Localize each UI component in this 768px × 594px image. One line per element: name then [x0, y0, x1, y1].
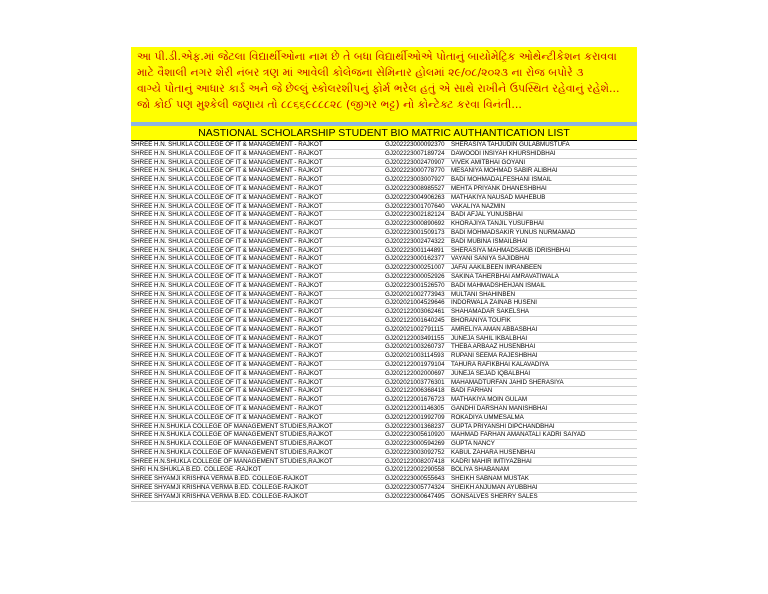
- student-name-cell: SHEIKH SABNAM MUSTAK: [451, 475, 529, 483]
- student-name-cell: INDORWALA ZAINAB HUSENI: [451, 299, 537, 307]
- table-row: [131, 343, 637, 352]
- college-cell: SHREE H.N. SHUKLA COLLEGE OF IT & MANAGEMENT - RAJKOT: [131, 413, 323, 421]
- college-cell: SHREE H.N. SHUKLA COLLEGE OF IT & MANAGEMENT - RAJKOT: [131, 308, 323, 316]
- application-id-cell: GJ202223005774324: [385, 484, 445, 492]
- student-name-cell: BADI FARHAN: [451, 387, 493, 395]
- application-id-cell: GJ202223001509173: [385, 228, 445, 236]
- student-name-cell: KADRI MAHIR IMTIYAZBHAI: [451, 457, 532, 465]
- application-id-cell: GJ202122001676723: [385, 396, 445, 404]
- table-row: [131, 423, 637, 432]
- table-row: [131, 299, 637, 308]
- table-row: [131, 220, 637, 229]
- college-cell: SHREE H.N. SHUKLA COLLEGE OF IT & MANAGEMENT - RAJKOT: [131, 352, 323, 360]
- application-id-cell: GJ202021003776301: [385, 378, 445, 386]
- college-cell: SHREE H.N. SHUKLA COLLEGE OF IT & MANAGEMENT - RAJKOT: [131, 255, 323, 263]
- table-row: [131, 264, 637, 273]
- application-id-cell: GJ202223000555643: [385, 475, 445, 483]
- college-cell: SHREE SHYAMJI KRISHNA VERMA B.ED. COLLEGE-RAJKOT: [131, 475, 308, 483]
- table-row: [131, 431, 637, 440]
- table-row: [131, 141, 637, 150]
- application-id-cell: GJ202122001146305: [385, 404, 445, 412]
- college-cell: SHREE H.N. SHUKLA COLLEGE OF IT & MANAGEMENT - RAJKOT: [131, 202, 323, 210]
- application-id-cell: GJ202021004529646: [385, 299, 445, 307]
- college-cell: SHREE H.N. SHUKLA COLLEGE OF IT & MANAGEMENT - RAJKOT: [131, 193, 323, 201]
- application-id-cell: GJ202122002000697: [385, 369, 445, 377]
- college-cell: SHREE H.N. SHUKLA COLLEGE OF IT & MANAGEMENT - RAJKOT: [131, 378, 323, 386]
- table-row: [131, 176, 637, 185]
- application-id-cell: GJ202223000594269: [385, 440, 445, 448]
- application-id-cell: GJ202223003092752: [385, 448, 445, 456]
- college-cell: SHREE H.N. SHUKLA COLLEGE OF IT & MANAGEMENT - RAJKOT: [131, 176, 323, 184]
- table-row: [131, 255, 637, 264]
- table-row: [131, 282, 637, 291]
- application-id-cell: GJ202021003260737: [385, 343, 445, 351]
- table-row: [131, 352, 637, 361]
- college-cell: SHREE H.N. SHUKLA COLLEGE OF IT & MANAGEMENT - RAJKOT: [131, 211, 323, 219]
- college-cell: SHREE H.N. SHUKLA COLLEGE OF IT & MANAGEMENT - RAJKOT: [131, 325, 323, 333]
- table-row: [131, 326, 637, 335]
- table-row: [131, 379, 637, 388]
- table-row: [131, 484, 637, 493]
- student-name-cell: KABUL ZAHARA HUSENBHAI: [451, 448, 536, 456]
- table-row: [131, 466, 637, 475]
- table-row: [131, 405, 637, 414]
- college-cell: SHREE H.N.SHUKLA COLLEGE OF MANAGEMENT STUDIES,RAJKOT: [131, 431, 333, 439]
- table-row: [131, 291, 637, 300]
- student-name-cell: MESANIYA MOHMAD SABIR ALIBHAI: [451, 167, 558, 175]
- table-row: [131, 449, 637, 458]
- college-cell: SHREE H.N. SHUKLA COLLEGE OF IT & MANAGEMENT - RAJKOT: [131, 360, 323, 368]
- application-id-cell: GJ202223007189724: [385, 149, 445, 157]
- college-cell: SHREE H.N. SHUKLA COLLEGE OF IT & MANAGEMENT - RAJKOT: [131, 184, 323, 192]
- college-cell: SHREE H.N. SHUKLA COLLEGE OF IT & MANAGEMENT - RAJKOT: [131, 167, 323, 175]
- application-id-cell: GJ202223001144891: [385, 246, 445, 254]
- notice-line: વાગ્યે પોતાનું આધાર કાર્ડ અને જે છેલ્લું સ્કોલરશીપનું ફોર્મ ભરેલ હતું એ સાથે રાખીને ઉપસ્થિત રહેવાનું રહેશે...: [137, 82, 620, 95]
- college-cell: SHREE H.N.SHUKLA COLLEGE OF MANAGEMENT STUDIES,RAJKOT: [131, 448, 333, 456]
- college-cell: SHREE SHYAMJI KRISHNA VERMA B.ED. COLLEGE-RAJKOT: [131, 492, 308, 500]
- notice-line: માટે વૈશાલી નગર શેરી નંબર ત્રણ માં આવેલી કોલેજના સેમિનાર હોલમાં ૨૯/૦૮/૨૦૨૩ ના રોજ બપોરે ૩: [137, 66, 584, 79]
- application-id-cell: GJ202223000092370: [385, 141, 445, 148]
- student-name-cell: SHERASIYA MAHMADSAKIB IDRISHBHAI: [451, 246, 571, 254]
- application-id-cell: GJ202223002474322: [385, 237, 445, 245]
- college-cell: SHREE H.N. SHUKLA COLLEGE OF IT & MANAGEMENT - RAJKOT: [131, 299, 323, 307]
- college-cell: SHREE H.N. SHUKLA COLLEGE OF IT & MANAGEMENT - RAJKOT: [131, 246, 323, 254]
- application-id-cell: GJ202122006368418: [385, 387, 445, 395]
- application-id-cell: GJ202223000778770: [385, 167, 445, 175]
- college-cell: SHREE H.N. SHUKLA COLLEGE OF IT & MANAGEMENT - RAJKOT: [131, 149, 323, 157]
- table-row: [131, 238, 637, 247]
- college-cell: SHREE H.N. SHUKLA COLLEGE OF IT & MANAGEMENT - RAJKOT: [131, 396, 323, 404]
- student-name-cell: ROKADIYA UMMESALMA: [451, 413, 524, 421]
- student-name-cell: VAKALIYA NAZMIN: [451, 202, 506, 210]
- college-cell: SHREE H.N. SHUKLA COLLEGE OF IT & MANAGEMENT - RAJKOT: [131, 141, 323, 148]
- student-name-cell: MAHMAD FARHAN AMANATALI KADRI SAIYAD: [451, 431, 586, 439]
- application-id-cell: GJ202122002290558: [385, 466, 445, 474]
- college-cell: SHREE H.N.SHUKLA COLLEGE OF MANAGEMENT STUDIES,RAJKOT: [131, 422, 333, 430]
- application-id-cell: GJ202122008207418: [385, 457, 445, 465]
- table-row: [131, 194, 637, 203]
- application-id-cell: GJ202223000162377: [385, 255, 445, 263]
- table-row: [131, 229, 637, 238]
- application-id-cell: GJ202021002773943: [385, 290, 445, 298]
- college-cell: SHREE H.N. SHUKLA COLLEGE OF IT & MANAGEMENT - RAJKOT: [131, 158, 323, 166]
- application-id-cell: GJ202223000052926: [385, 272, 445, 280]
- student-name-cell: SHAHAMADAR SAKELSHA: [451, 308, 530, 316]
- table-row: [131, 150, 637, 159]
- application-id-cell: GJ202223001526570: [385, 281, 445, 289]
- application-id-cell: GJ202223002470907: [385, 158, 445, 166]
- student-name-cell: VIVEK AMITBHAI GOYANI: [451, 158, 526, 166]
- table-row: [131, 273, 637, 282]
- student-name-cell: RUPANI SEEMA RAJESHBHAI: [451, 352, 538, 360]
- table-row: [131, 370, 637, 379]
- student-name-cell: SHERASIYA TAHJUDIN GULABMUSTUFA: [451, 141, 570, 148]
- student-name-cell: MULTANI SHAHINBEN: [451, 290, 516, 298]
- student-table: [131, 141, 637, 502]
- college-cell: SHREE H.N. SHUKLA COLLEGE OF IT & MANAGEMENT - RAJKOT: [131, 228, 323, 236]
- student-name-cell: BADI MUBINA ISMAILBHAI: [451, 237, 528, 245]
- application-id-cell: GJ202223005610920: [385, 431, 445, 439]
- college-cell: SHREE H.N. SHUKLA COLLEGE OF IT & MANAGEMENT - RAJKOT: [131, 316, 323, 324]
- college-cell: SHRI H.N.SHUKLA B.ED. COLLEGE -RAJKOT: [131, 466, 262, 474]
- table-row: [131, 475, 637, 484]
- table-row: [131, 185, 637, 194]
- application-id-cell: GJ202223003007927: [385, 176, 445, 184]
- student-name-cell: SHEIKH ANJUMAN AYUBBHAI: [451, 484, 538, 492]
- application-id-cell: GJ202223000890692: [385, 220, 445, 228]
- table-row: [131, 308, 637, 317]
- student-name-cell: MATHAKIYA NAUSAD MAHEBUB: [451, 193, 546, 201]
- application-id-cell: GJ202223001707640: [385, 202, 445, 210]
- student-name-cell: JUNEJA SAHIL IKBALBHAI: [451, 334, 528, 342]
- student-name-cell: DAWOODI INSIYAH KHURSHIDBHAI: [451, 149, 556, 157]
- table-row: [131, 396, 637, 405]
- student-name-cell: BADI MOHMADSAKIR YUNUS NURMAMAD: [451, 228, 576, 236]
- table-row: [131, 493, 637, 502]
- student-name-cell: SAKINA TAHERBHAI AMRAVATIWALA: [451, 272, 559, 280]
- college-cell: SHREE H.N. SHUKLA COLLEGE OF IT & MANAGEMENT - RAJKOT: [131, 272, 323, 280]
- student-name-cell: TAHURA RAFIKBHAI KALAVADIYA: [451, 360, 549, 368]
- student-name-cell: GUPTA NANCY: [451, 440, 495, 448]
- application-id-cell: GJ202223008985527: [385, 184, 445, 192]
- student-name-cell: GANDHI DARSHAN MANISHBHAI: [451, 404, 548, 412]
- application-id-cell: GJ202122001640245: [385, 316, 445, 324]
- college-cell: SHREE SHYAMJI KRISHNA VERMA B.ED. COLLEGE-RAJKOT: [131, 484, 308, 492]
- application-id-cell: GJ202223000647495: [385, 492, 445, 500]
- table-row: [131, 159, 637, 168]
- table-row: [131, 361, 637, 370]
- student-name-cell: THEBA ARBAAZ HUSENBHAI: [451, 343, 536, 351]
- table-row: [131, 335, 637, 344]
- student-name-cell: BOLIYA SHABANAM: [451, 466, 509, 474]
- college-cell: SHREE H.N. SHUKLA COLLEGE OF IT & MANAGEMENT - RAJKOT: [131, 387, 323, 395]
- table-row: [131, 203, 637, 212]
- table-row: [131, 211, 637, 220]
- student-name-cell: VAYANI SANIYA SAJIDBHAI: [451, 255, 530, 263]
- student-name-cell: MEHTA PRIYANK DHANESHBHAI: [451, 184, 547, 192]
- college-cell: SHREE H.N. SHUKLA COLLEGE OF IT & MANAGEMENT - RAJKOT: [131, 264, 323, 272]
- student-name-cell: BADI AFJAL YUNUSBHAI: [451, 211, 523, 219]
- student-name-cell: BHORANIYA TOUFIK: [451, 316, 511, 324]
- application-id-cell: GJ202223002182124: [385, 211, 445, 219]
- table-row: [131, 414, 637, 423]
- student-name-cell: KHORAJIYA TANJIL YUSUFBHAI: [451, 220, 544, 228]
- student-name-cell: BADI MOHMADALFESHANI ISMAIL: [451, 176, 552, 184]
- application-id-cell: GJ202122001992709: [385, 413, 445, 421]
- application-id-cell: GJ202223001368237: [385, 422, 445, 430]
- student-name-cell: AMRELIYA AMAN ABBASBHAI: [451, 325, 538, 333]
- college-cell: SHREE H.N.SHUKLA COLLEGE OF MANAGEMENT STUDIES,RAJKOT: [131, 457, 333, 465]
- student-name-cell: BADI MAHMADSHEHJAN ISMAIL: [451, 281, 546, 289]
- notice-line: જો કોઈ પણ મુશ્કેલી જણાય તો ૮૮૬૬૯૮૮૮૨૮ (જીગર ભટ્ટ) નો કોન્ટેક્ટ કરવા વિનંતી...: [137, 98, 522, 111]
- table-row: [131, 247, 637, 256]
- application-id-cell: GJ202223004906263: [385, 193, 445, 201]
- table-row: [131, 458, 637, 467]
- college-cell: SHREE H.N. SHUKLA COLLEGE OF IT & MANAGEMENT - RAJKOT: [131, 237, 323, 245]
- notice-box: [131, 47, 637, 122]
- table-row: [131, 387, 637, 396]
- student-name-cell: MAHAMADTURFAN JAHID SHERASIYA: [451, 378, 564, 386]
- college-cell: SHREE H.N. SHUKLA COLLEGE OF IT & MANAGEMENT - RAJKOT: [131, 281, 323, 289]
- student-name-cell: MATHAKIYA MOIN GULAM: [451, 396, 528, 404]
- student-name-cell: JAFAI AAKILBEEN IMRANBEEN: [451, 264, 542, 272]
- application-id-cell: GJ202021003114593: [385, 352, 445, 360]
- college-cell: SHREE H.N. SHUKLA COLLEGE OF IT & MANAGEMENT - RAJKOT: [131, 290, 323, 298]
- table-row: [131, 167, 637, 176]
- student-name-cell: GUPTA PRIYANSHI DIPCHANDBHAI: [451, 422, 555, 430]
- list-title: NASTIONAL SCHOLARSHIP STUDENT BIO MATRIC AUTHANTICATION LIST: [131, 126, 637, 141]
- college-cell: SHREE H.N.SHUKLA COLLEGE OF MANAGEMENT STUDIES,RAJKOT: [131, 440, 333, 448]
- application-id-cell: GJ202122001979104: [385, 360, 445, 368]
- student-name-cell: JUNEJA SEJAD IQBALBHAI: [451, 369, 531, 377]
- application-id-cell: GJ202122003062461: [385, 308, 445, 316]
- application-id-cell: GJ202223000251007: [385, 264, 445, 272]
- notice-line: આ પી.ડી.એફ.માં જેટલા વિદ્યાર્થીઓના નામ છે તે બધા વિદ્યાર્થીઓએ પોતાનું બાયોમેટ્રિક ઓથેન્ટીકેશન કરાવવા: [137, 50, 617, 63]
- college-cell: SHREE H.N. SHUKLA COLLEGE OF IT & MANAGEMENT - RAJKOT: [131, 369, 323, 377]
- college-cell: SHREE H.N. SHUKLA COLLEGE OF IT & MANAGEMENT - RAJKOT: [131, 404, 323, 412]
- application-id-cell: GJ202021002791115: [385, 325, 444, 333]
- college-cell: SHREE H.N. SHUKLA COLLEGE OF IT & MANAGEMENT - RAJKOT: [131, 343, 323, 351]
- college-cell: SHREE H.N. SHUKLA COLLEGE OF IT & MANAGEMENT - RAJKOT: [131, 220, 323, 228]
- application-id-cell: GJ202122003491155: [385, 334, 445, 342]
- table-row: [131, 317, 637, 326]
- student-name-cell: GONSALVES SHERRY SALES: [451, 492, 538, 500]
- college-cell: SHREE H.N. SHUKLA COLLEGE OF IT & MANAGEMENT - RAJKOT: [131, 334, 323, 342]
- table-row: [131, 440, 637, 449]
